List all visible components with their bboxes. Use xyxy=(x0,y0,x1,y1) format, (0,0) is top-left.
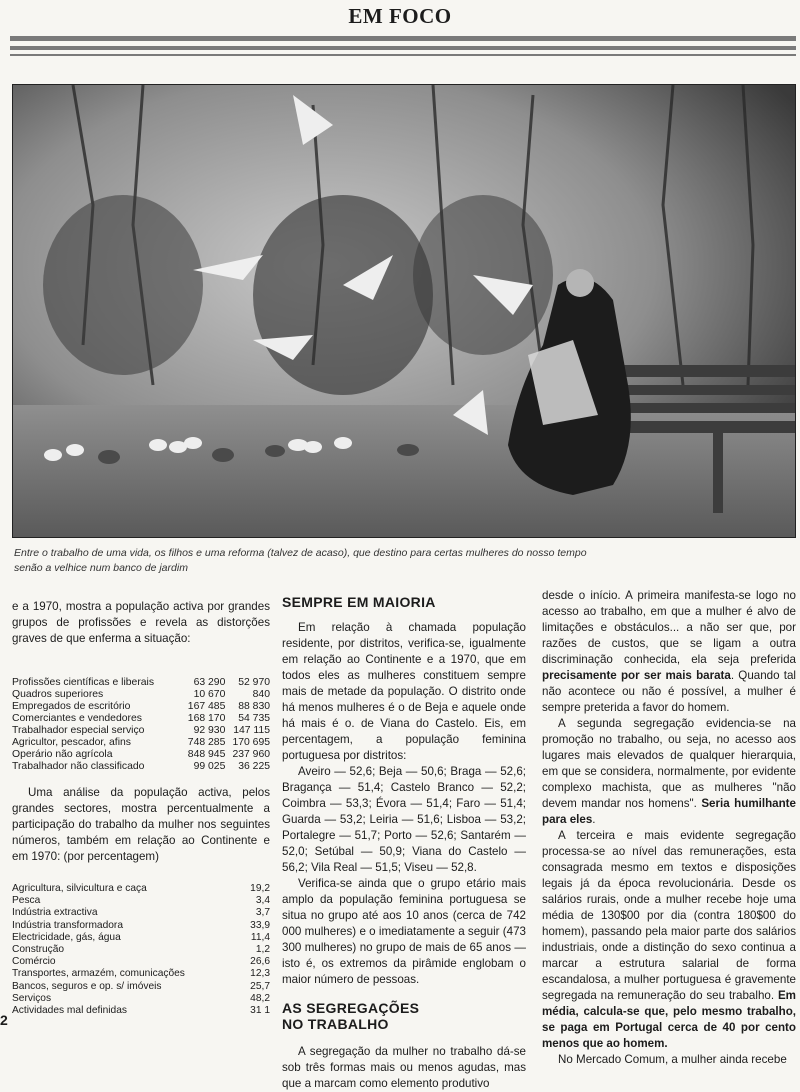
park-photo xyxy=(12,84,796,538)
profession-value-1: 848 945 xyxy=(187,749,226,760)
profession-row xyxy=(12,677,270,689)
professions-table xyxy=(12,677,270,773)
sector-row xyxy=(12,920,270,932)
col3-p2-start: A segunda segregação evidencia-se na promoção no trabalho, ou seja, no acesso aos lugares mais elevados de qualquer hierarquia, em que se considera, normalmente, por evidente complexo machista, que as mulheres "não devem mandar nos homens". xyxy=(542,717,796,810)
col3-paragraph-4: No Mercado Comum, a mulher ainda recebe xyxy=(558,1053,787,1066)
profession-label: Profissões científicas e liberais xyxy=(12,677,155,688)
sector-row xyxy=(12,932,270,944)
profession-value-2: 170 695 xyxy=(232,737,270,748)
column-1 xyxy=(12,599,270,1017)
col3-p1-start: desde o início. A primeira manifesta-se logo no acesso ao trabalho, em que a mulher é alvo de limitações e obstáculos... a não ser que, por razões de custos, que se ligam a outra discriminação conhecida, ela seja preferida xyxy=(542,589,796,666)
sector-value: 3,4 xyxy=(255,895,270,907)
profession-label: Comerciantes e vendedores xyxy=(12,713,142,724)
section-title: EM FOCO xyxy=(348,4,452,28)
profession-value-2: 88 830 xyxy=(238,701,270,712)
profession-row xyxy=(12,701,270,713)
profession-label: Trabalhador especial serviço xyxy=(12,725,145,736)
sectors-table xyxy=(12,883,270,1017)
sector-value: 25,7 xyxy=(250,980,270,992)
col3-paragraph-2 xyxy=(542,716,796,828)
profession-value-2: 52 970 xyxy=(238,677,270,688)
header-rule-middle xyxy=(10,46,796,50)
header-rule-bottom xyxy=(10,54,796,56)
profession-row xyxy=(12,713,270,725)
profession-row xyxy=(12,749,270,761)
photo-caption: Entre o trabalho de uma vida, os filhos e uma reforma (talvez de acaso), que destino para certas mulheres do nosso tempo senão a velhice num banco de jardim xyxy=(14,547,587,574)
sector-label: Indústria extractiva xyxy=(12,907,98,919)
sector-label: Comércio xyxy=(12,956,56,968)
sector-label: Construção xyxy=(12,944,65,956)
col2-paragraph-2: Verifica-se ainda que o grupo etário mais amplo da população feminina portuguesa se situa no grupo até aos 10 anos (cerca de 742 000 mulheres) e o imediatamente a seguir (473 300 mulheres) no grupo de mais de 65 anos — isto é, os extremos da pirâmide englobam o maior número de pessoas. xyxy=(282,877,526,986)
profession-row xyxy=(12,737,270,749)
profession-value-2: 237 960 xyxy=(232,749,270,760)
profession-label: Trabalhador não classificado xyxy=(12,761,145,772)
sector-label: Agricultura, silvicultura e caça xyxy=(12,883,147,894)
sector-row xyxy=(12,895,270,907)
column-2 xyxy=(282,594,526,1092)
column-3 xyxy=(542,588,796,1068)
profession-label: Quadros superiores xyxy=(12,689,104,700)
profession-value-1: 63 290 xyxy=(193,677,226,688)
profession-value-1: 167 485 xyxy=(187,701,226,712)
profession-value-2: 840 xyxy=(252,689,270,700)
col2-districts: Aveiro — 52,6; Beja — 50,6; Braga — 52,6; Bragança — 51,4; Castelo Branco — 52,2; Coimbra — 53,3; Évora — 51,4; Faro — 51,4; Guarda — 53,2; Leiria — 51,6; Lisboa — 53,2; Portalegre — 51,7; Porto — 52,6; Santarém — 52,0; Setúbal — 50,9; Viana do Castelo — 56,2; Vila Real — 51,5; Viseu — 52,8. xyxy=(282,765,526,874)
col3-p3: A terceira e mais evidente segregação processa-se ao nível das remunerações, esta consagrada mesmo em textos e disposições legais já da época revolucionária. Desde os salários rurais, onde a mulher recebe hoje uma média de 130$00 por dia (contra 180$00 do homem), passando pela maior parte dos salários industriais, onde a distinção do sexo continua a marcar a estrutura salarial de forma escandalosa, a mulher portuguesa é gravemente segregada na remuneração do seu trabalho. xyxy=(542,829,796,1002)
sector-row xyxy=(12,981,270,993)
sector-value: 1,2 xyxy=(255,944,270,956)
sector-label: Pesca xyxy=(12,895,41,907)
sector-row xyxy=(12,968,270,980)
col3-p1-bold: precisamente por ser mais barata xyxy=(542,669,731,682)
profession-value-2: 36 225 xyxy=(238,761,270,772)
sector-value: 3,7 xyxy=(255,907,270,919)
heading-segregacoes xyxy=(282,1000,526,1032)
sector-label: Indústria transformadora xyxy=(12,919,123,931)
col1-analysis: Uma análise da população activa, pelos grandes sectores, mostra percentualmente a participação do trabalho da mulher nos seguintes números, também em relação ao Continente e em 1970: (por percentagem) xyxy=(12,786,270,863)
col3-paragraph-3 xyxy=(542,828,796,1052)
heading-segregacoes-line1: AS SEGREGAÇÕES xyxy=(282,1000,420,1016)
col1-intro: e a 1970, mostra a população activa por grandes grupos de profissões e revela as distorções graves de que enferma a situação: xyxy=(12,600,270,645)
profession-row xyxy=(12,725,270,737)
col3-p3-bold: Em média, calcula-se que, pelo mesmo trabalho, se paga em Portugal cerca de 40 por cento menos que ao homem. xyxy=(542,989,796,1050)
sector-label: Bancos, seguros e op. s/ imóveis xyxy=(12,980,162,992)
sector-row xyxy=(12,956,270,968)
sector-value: 11,4 xyxy=(250,931,270,943)
heading-segregacoes-line2: NO TRABALHO xyxy=(282,1016,389,1032)
sector-label: Transportes, armazém, comunicações xyxy=(12,968,185,980)
header-rule-top xyxy=(10,36,796,41)
profession-label: Agricultor, pescador, afins xyxy=(12,737,131,748)
col2-paragraph-1: Em relação à chamada população residente, por distritos, verifica-se, igualmente em relação ao Continente e a 1970, que em todos eles as mulheres constituem sempre mais de metade da população. O distrito onde há menos mulheres é o de Beja e aquele onde há mais é o. de Viana do Castelo. Eis, em percentagem, a população feminina portuguesa por distritos: xyxy=(282,621,526,762)
page-number: 2 xyxy=(0,1012,8,1028)
sector-label: Electricidade, gás, água xyxy=(12,931,121,943)
col2-paragraph-3: A segregação da mulher no trabalho dá-se sob três formas mais ou menos agudas, mas que a marcam como elemento produtivo xyxy=(282,1045,526,1090)
sector-row xyxy=(12,907,270,919)
sector-row xyxy=(12,1005,270,1017)
sector-row xyxy=(12,944,270,956)
profession-row xyxy=(12,761,270,773)
sector-value: 33,9 xyxy=(250,919,270,931)
col3-p2-end: . xyxy=(592,813,596,826)
heading-sempre-em-maioria: SEMPRE EM MAIORIA xyxy=(282,594,436,610)
sector-value: 26,6 xyxy=(250,956,270,968)
profession-value-1: 168 170 xyxy=(187,713,226,724)
profession-value-1: 92 930 xyxy=(193,725,226,736)
profession-value-1: 99 025 xyxy=(193,761,226,772)
profession-label: Operário não agrícola xyxy=(12,749,113,760)
profession-value-2: 147 115 xyxy=(233,725,270,736)
sector-value: 12,3 xyxy=(250,968,270,980)
col3-p1-end: . Quando tal não acontece ou não é possível, a mulher é sempre preterida a favor do homem. xyxy=(542,669,796,714)
profession-value-1: 10 670 xyxy=(193,689,226,700)
sector-row xyxy=(12,993,270,1005)
sector-label: Actividades mal definidas xyxy=(12,1005,127,1017)
col3-paragraph-1 xyxy=(542,588,796,716)
sector-value: 31 1 xyxy=(250,1005,270,1017)
profession-value-2: 54 735 xyxy=(238,713,270,724)
profession-row xyxy=(12,689,270,701)
sector-label: Serviços xyxy=(12,992,52,1004)
profession-label: Empregados de escritório xyxy=(12,701,131,712)
sector-value: 19,2 xyxy=(250,883,270,894)
col3-p2-bold: Seria humilhante para eles xyxy=(542,797,796,826)
sector-value: 48,2 xyxy=(250,992,270,1004)
sector-row xyxy=(12,883,270,895)
profession-value-1: 748 285 xyxy=(187,737,226,748)
